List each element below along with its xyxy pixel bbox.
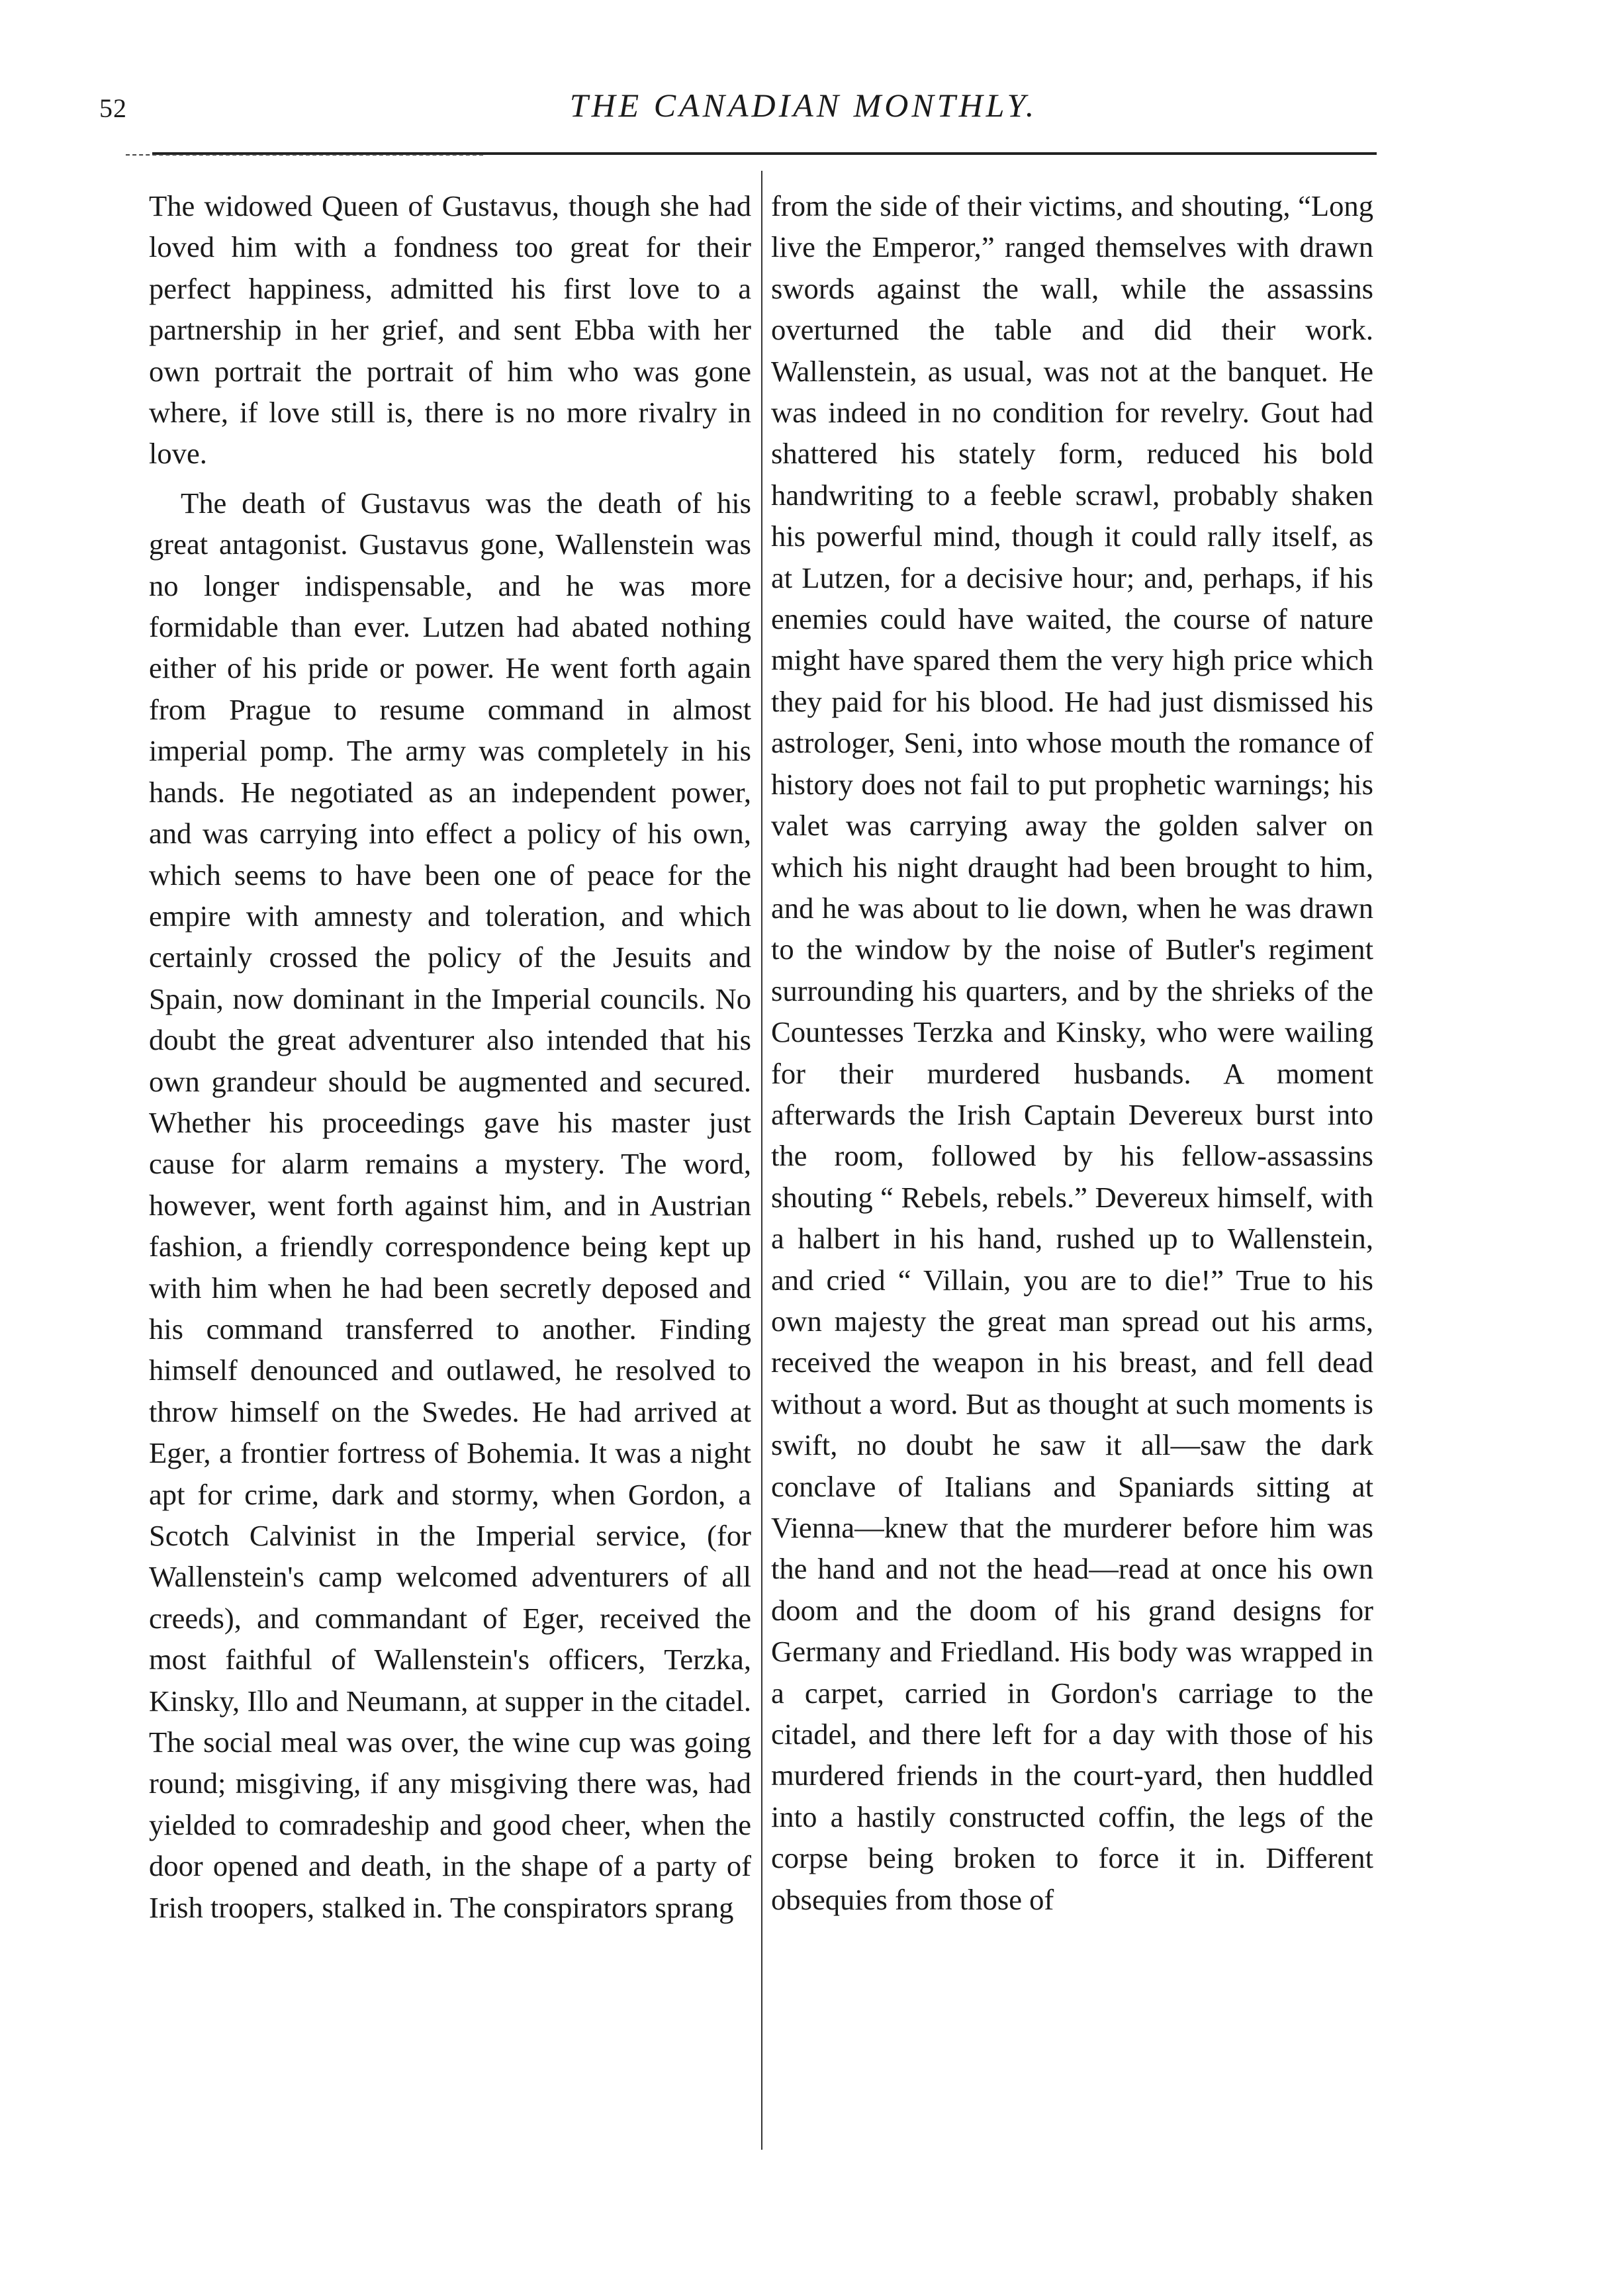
left-column	[149, 185, 751, 1928]
paragraph: The widowed Queen of Gustavus, though she had loved him with a fondness too great for their perfect happiness, admitted his first love to a partnership in her grief, and sent Ebba with her own portrait the portrait of him who was gone where, if love still is, there is no more rivalry in love.	[149, 189, 751, 471]
column-divider	[761, 171, 762, 2150]
running-head: THE CANADIAN MONTHLY.	[569, 87, 1038, 124]
header-rule-ornament	[126, 154, 483, 156]
page-number: 52	[99, 93, 127, 123]
paragraph: The death of Gustavus was the death of his great antagonist. Gustavus gone, Wallenstein was no longer indispensable, and he was more formidable than ever. Lutzen had abated nothing either of his pride or power. He went forth again from Prague to resume command in almost imperial pomp. The army was completely in his hands. He negotiated as an independent power, and was carrying into effect a policy of his own, which seems to have been one of peace for the empire with amnesty and toleration, and which certainly crossed the policy of the Jesuits and Spain, now dominant in the Imperial councils. No doubt the great adventurer also intended that his own grandeur should be augmented and secured. Whether his proceedings gave his master just cause for alarm remains a mystery. The word, however, went forth against him, and in Austrian fashion, a friendly correspondence being kept up with him when he had been secretly deposed and his command transferred to another. Finding himself denounced and outlawed, he resolved to throw himself on the Swedes. He had arrived at Eger, a frontier fortress of Bohemia. It was a night apt for crime, dark and stormy, when Gordon, a Scotch Calvinist in the Imperial service, (for Wallenstein's camp welcomed adventurers of all creeds), and commandant of Eger, received the most faithful of Wallenstein's officers, Terzka, Kinsky, Illo and Neumann, at supper in the citadel. The social meal was over, the wine cup was going round; misgiving, if any misgiving there was, had yielded to comradeship and good cheer, when the door opened and death, in the shape of a party of Irish troopers, stalked in. The conspirators sprang	[149, 486, 751, 1924]
right-column	[771, 185, 1373, 1920]
paragraph: from the side of their victims, and shouting, “Long live the Emperor,” ranged themselves with drawn swords against the wall, while the assassins overturned the table and did their work. Wallenstein, as usual, was not at the banquet. He was indeed in no condition for revelry. Gout had shattered his stately form, reduced his bold handwriting to a feeble scrawl, probably shaken his powerful mind, though it could rally itself, as at Lutzen, for a decisive hour; and, perhaps, if his enemies could have waited, the course of nature might have spared them the very high price which they paid for his blood. He had just dismissed his astrologer, Seni, into whose mouth the romance of history does not fail to put prophetic warnings; his valet was carrying away the golden salver on which his night draught had been brought to him, and he was about to lie down, when he was drawn to the window by the noise of Butler's regiment surrounding his quarters, and by the shrieks of the Countesses Terzka and Kinsky, who were wailing for their murdered husbands. A moment afterwards the Irish Captain Devereux burst into the room, followed by his fellow-assassins shouting “ Rebels, rebels.” Devereux himself, with a halbert in his hand, rushed up to Wallenstein, and cried “ Villain, you are to die!” True to his own majesty the great man spread out his arms, received the weapon in his breast, and fell dead without a word. But as thought at such moments is swift, no doubt he saw it all—saw the dark conclave of Italians and Spaniards sitting at Vienna—knew that the murderer before him was the hand and not the head—read at once his own doom and the doom of his grand designs for Germany and Friedland. His body was wrapped in a carpet, carried in Gordon's carriage to the citadel, and there left for a day with those of his murdered friends in the court-yard, then huddled into a hastily constructed coffin, the legs of the corpse being broken to force it in. Different obsequies from those of	[771, 189, 1373, 1916]
